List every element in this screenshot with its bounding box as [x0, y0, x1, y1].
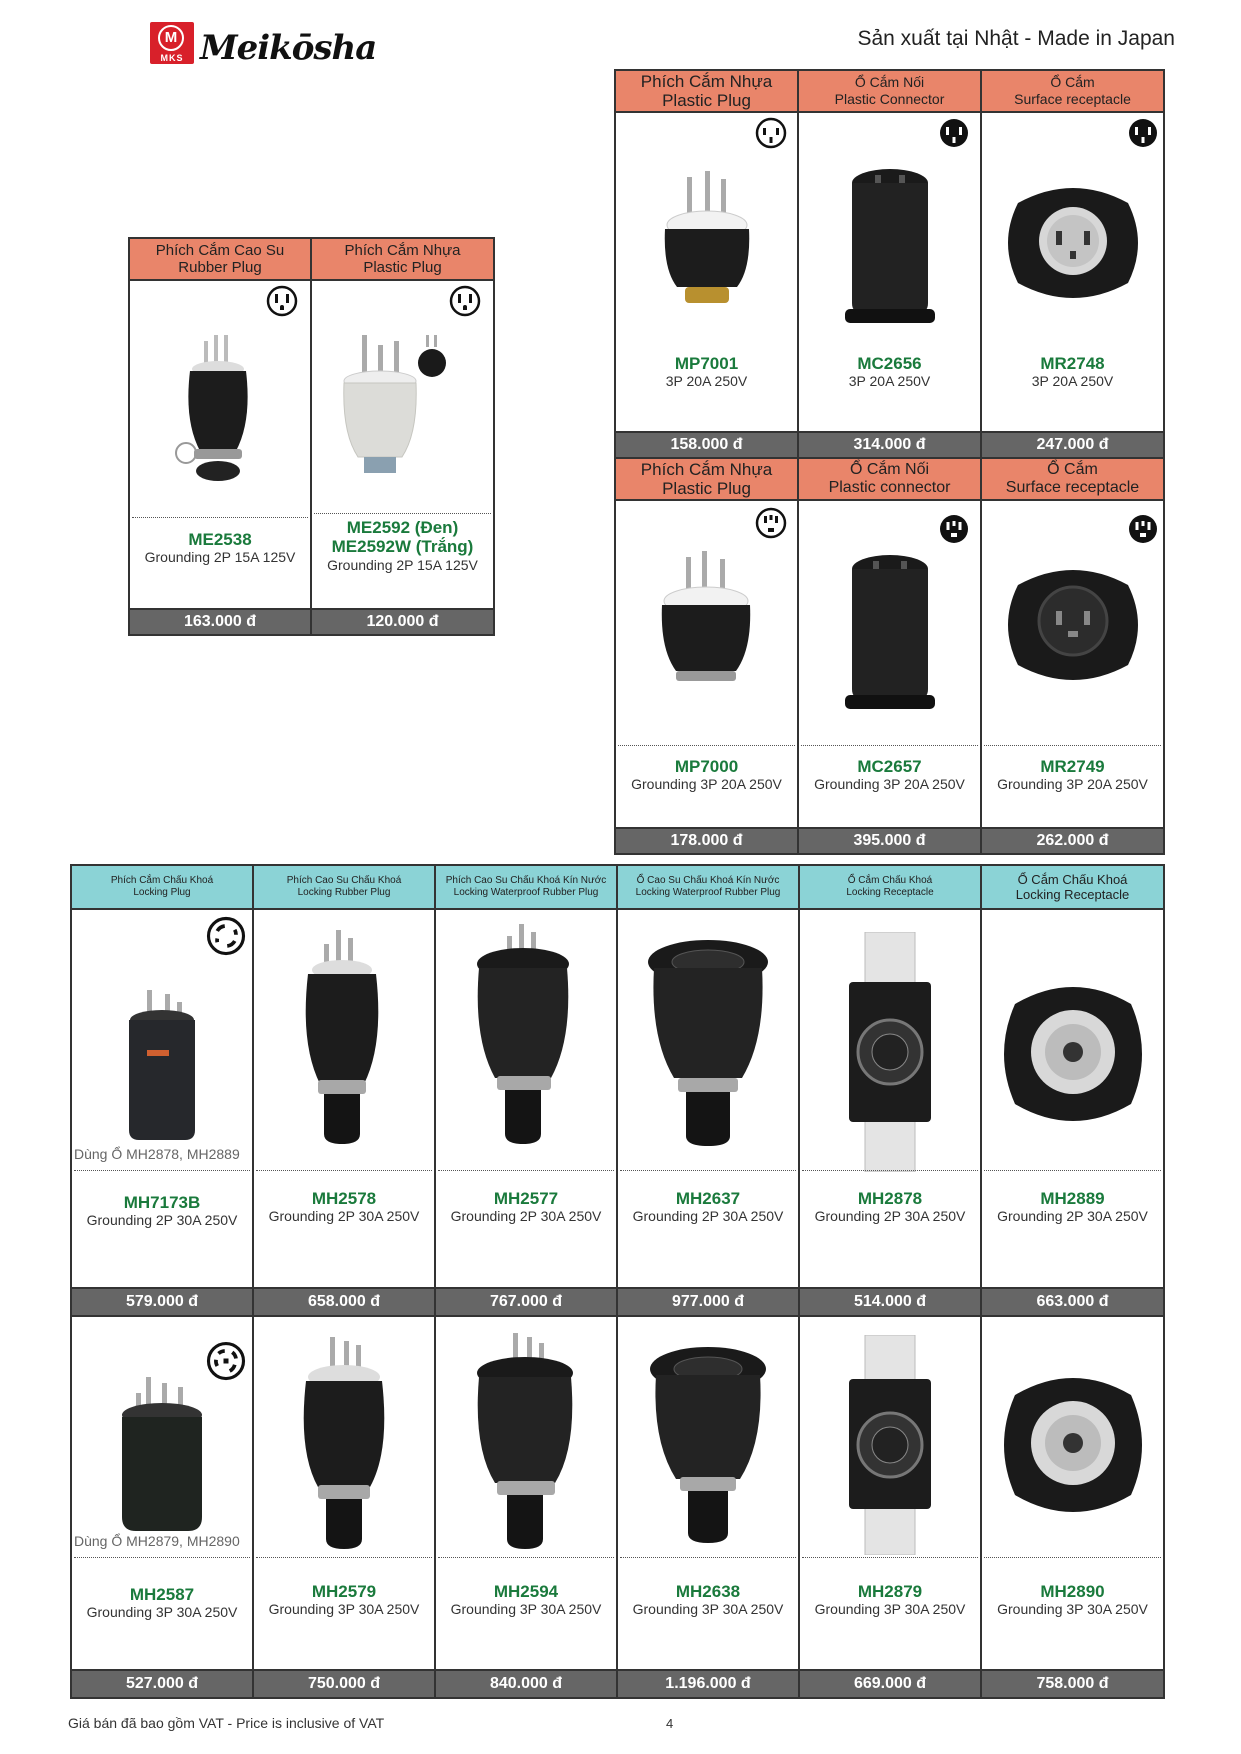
- product-code: MH2890: [1040, 1582, 1105, 1601]
- header-vi: Ổ Cắm: [1047, 461, 1098, 478]
- header-en: Locking Waterproof Rubber Plug: [453, 887, 599, 898]
- product-code: MH2579: [311, 1582, 377, 1601]
- outlet-2p-ground-icon: [449, 285, 481, 317]
- price-mh2889: 663.000 đ: [981, 1288, 1164, 1316]
- locking-surface-receptacle-3p-image: [993, 1361, 1153, 1531]
- price-mh2637: 977.000 đ: [617, 1288, 799, 1316]
- product-spec: 3P 20A 250V: [848, 373, 931, 389]
- locking-plug-table: [70, 864, 1165, 1699]
- header-locking-receptacle: [799, 865, 981, 909]
- locking-receptacle-image: [835, 932, 945, 1172]
- plastic-plug-image: [647, 167, 767, 327]
- locking-rubber-plug-3p-image: [284, 1337, 404, 1557]
- outlet-2p-ground-icon: [266, 285, 298, 317]
- product-spec: Grounding 3P 30A 250V: [814, 1601, 966, 1617]
- product-cell-mp7001: [615, 112, 798, 432]
- product-cell-mh2579: [253, 1316, 435, 1670]
- header-en: Surface receptacle: [1005, 479, 1140, 496]
- price-mr2748: 247.000 đ: [981, 432, 1164, 458]
- locking-waterproof-connector-3p-image: [638, 1335, 778, 1561]
- plastic-connector-image: [835, 163, 945, 343]
- header-surface-receptacle: [981, 458, 1164, 500]
- header-en: Locking Plug: [133, 887, 191, 898]
- logo-mark-sub: MKS: [160, 53, 184, 63]
- header-en: Locking Receptacle: [846, 887, 934, 898]
- product-spec: Grounding 2P 15A 125V: [327, 557, 478, 573]
- product-code: MC2657: [857, 757, 922, 776]
- header-en: Locking Rubber Plug: [297, 887, 391, 898]
- header-plastic-plug: [311, 238, 494, 280]
- price-mc2656: 314.000 đ: [798, 432, 981, 458]
- product-code: MH2587: [129, 1585, 195, 1604]
- product-cell-mh2890: [981, 1316, 1164, 1670]
- product-spec: Grounding 3P 20A 250V: [631, 776, 782, 792]
- price-mh2638: 1.196.000 đ: [617, 1670, 799, 1698]
- vat-note: Giá bán đã bao gồm VAT - Price is inclusive of VAT: [68, 1715, 385, 1731]
- header-en: Plastic Plug: [662, 479, 751, 498]
- locking-waterproof-connector-image: [638, 928, 778, 1168]
- product-spec: Grounding 2P 30A 250V: [632, 1208, 784, 1224]
- price-mh2579: 750.000 đ: [253, 1670, 435, 1698]
- locking-waterproof-plug-3p-image: [461, 1333, 591, 1559]
- plastic-plug-connector-table: [614, 69, 1165, 855]
- header-locking-waterproof-connector: [617, 865, 799, 909]
- compat-note: Dùng Ổ MH2879, MH2890: [74, 1533, 240, 1549]
- header-vi: Ổ Cắm: [1050, 74, 1095, 90]
- header-rubber-plug: [129, 238, 311, 280]
- plastic-plug-ground-image: [642, 551, 772, 701]
- outlet-3p-icon: [755, 117, 787, 149]
- header-vi: Phích Cắm Nhựa: [640, 72, 773, 91]
- header-en: Plastic Connector: [834, 91, 945, 107]
- outlet-3p-icon: [1127, 117, 1159, 149]
- plastic-plug-white-image: [318, 325, 458, 505]
- product-spec: Grounding 2P 30A 250V: [450, 1208, 602, 1224]
- product-cell-mh2578: [253, 909, 435, 1288]
- compat-note: Dùng Ổ MH2878, MH2889: [74, 1146, 240, 1162]
- product-spec: Grounding 3P 20A 250V: [814, 776, 965, 792]
- product-code: MH2577: [493, 1189, 559, 1208]
- product-code: MP7001: [674, 354, 739, 373]
- locking-2p-icon: [206, 916, 246, 956]
- price-mp7001: 158.000 đ: [615, 432, 798, 458]
- header-vi: Ổ Cắm Nối: [849, 461, 930, 478]
- brand-logo-mark: [150, 22, 194, 64]
- locking-row-3p: [71, 1316, 1164, 1670]
- product-spec: Grounding 3P 30A 250V: [997, 1601, 1148, 1617]
- product-code: MH2594: [493, 1582, 559, 1601]
- product-code-alt: ME2592W (Trắng): [331, 537, 474, 556]
- product-spec: Grounding 2P 30A 250V: [86, 1212, 238, 1228]
- header-locking-waterproof-plug: [435, 865, 617, 909]
- price-mh2594: 840.000 đ: [435, 1670, 617, 1698]
- product-cell-mh2889: [981, 909, 1164, 1288]
- price-mh2878: 514.000 đ: [799, 1288, 981, 1316]
- locking-3p-icon: [206, 1341, 246, 1381]
- product-spec: Grounding 3P 30A 250V: [450, 1601, 602, 1617]
- product-code: MC2656: [857, 354, 922, 373]
- product-cell-mh2878: [799, 909, 981, 1288]
- product-cell-mh2587: [71, 1316, 253, 1670]
- product-code: MR2748: [1040, 354, 1105, 373]
- product-code: MH7173B: [123, 1193, 201, 1212]
- rubber-plug-image: [160, 331, 280, 501]
- product-cell-mh2577: [435, 909, 617, 1288]
- price-mh7173b: 579.000 đ: [71, 1288, 253, 1316]
- made-in-japan: Sản xuất tại Nhật - Made in Japan: [857, 27, 1175, 50]
- plastic-connector-ground-image: [835, 549, 945, 729]
- header-vi: Ổ Cắm Chấu Khoá: [1017, 872, 1128, 887]
- product-cell-mr2749: [981, 500, 1164, 828]
- product-cell-mc2656: [798, 112, 981, 432]
- price-mc2657: 395.000 đ: [798, 828, 981, 854]
- product-cell-mh7173b: [71, 909, 253, 1288]
- header-surface-receptacle: [981, 70, 1164, 112]
- header-vi: Phích Cao Su Chấu Khoá: [286, 875, 402, 886]
- product-spec: 3P 20A 250V: [1031, 373, 1114, 389]
- header-en: Rubber Plug: [178, 259, 262, 276]
- price-mp7000: 178.000 đ: [615, 828, 798, 854]
- product-cell-mh2879: [799, 1316, 981, 1670]
- header-vi: Ổ Cao Su Chấu Khoá Kín Nước: [636, 875, 780, 886]
- header-plastic-plug: [615, 458, 798, 500]
- product-code: ME2592 (Đen): [346, 518, 459, 537]
- header-en: Locking Waterproof Rubber Plug: [635, 887, 781, 898]
- header-vi: Phích Cắm Nhựa: [640, 460, 773, 479]
- locking-row-2p: [71, 909, 1164, 1288]
- locking-receptacle-3p-image: [835, 1335, 945, 1555]
- header-locking-receptacle-surface: [981, 865, 1164, 909]
- price-mh2879: 669.000 đ: [799, 1670, 981, 1698]
- surface-receptacle-image: [998, 173, 1148, 313]
- product-cell-me2538: [129, 280, 311, 609]
- product-spec: Grounding 2P 15A 125V: [144, 549, 296, 565]
- product-cell-mr2748: [981, 112, 1164, 432]
- product-cell-me2592: [311, 280, 494, 609]
- header-vi: Ổ Cắm Nối: [854, 74, 925, 90]
- product-code: MH2878: [857, 1189, 923, 1208]
- price-mh2577: 767.000 đ: [435, 1288, 617, 1316]
- product-code: MH2879: [857, 1582, 923, 1601]
- product-spec: Grounding 2P 30A 250V: [268, 1208, 420, 1224]
- product-code: MP7000: [674, 757, 739, 776]
- price-mr2749: 262.000 đ: [981, 828, 1164, 854]
- price-mh2587: 527.000 đ: [71, 1670, 253, 1698]
- header-vi: Phích Cắm Chấu Khoá: [110, 875, 214, 886]
- product-cell-mc2657: [798, 500, 981, 828]
- header-plastic-connector: [798, 458, 981, 500]
- price-me2538: 163.000 đ: [129, 609, 311, 635]
- locking-waterproof-plug-image: [461, 924, 591, 1164]
- header-en: Locking Receptacle: [1015, 887, 1130, 902]
- product-spec: Grounding 3P 30A 250V: [268, 1601, 420, 1617]
- product-spec: Grounding 2P 30A 250V: [814, 1208, 966, 1224]
- product-spec: Grounding 3P 30A 250V: [632, 1601, 784, 1617]
- locking-rubber-plug-image: [284, 930, 404, 1160]
- header-en: Plastic Plug: [363, 259, 442, 276]
- product-spec: Grounding 3P 20A 250V: [997, 776, 1148, 792]
- product-code: ME2538: [188, 530, 252, 549]
- price-me2592: 120.000 đ: [311, 609, 494, 635]
- header-en: Plastic Plug: [662, 91, 751, 110]
- product-cell-mh2594: [435, 1316, 617, 1670]
- product-spec: Grounding 3P 30A 250V: [86, 1604, 238, 1620]
- locking-plug-3p-image: [102, 1377, 222, 1547]
- locking-surface-receptacle-image: [993, 970, 1153, 1140]
- rubber-plastic-plug-table: [128, 237, 495, 636]
- header-vi: Phích Cắm Cao Su: [155, 242, 285, 259]
- product-code: MH2889: [1040, 1189, 1105, 1208]
- outlet-3p-ground-icon: [1127, 513, 1159, 545]
- header-vi: Phích Cao Su Chấu Khoá Kín Nước: [445, 875, 607, 886]
- outlet-3p-ground-icon: [755, 507, 787, 539]
- product-code: MH2638: [675, 1582, 741, 1601]
- price-mh2578: 658.000 đ: [253, 1288, 435, 1316]
- logo-mark-letter: M: [158, 25, 184, 51]
- header-plastic-plug: [615, 70, 798, 112]
- header-en: Plastic connector: [828, 479, 951, 496]
- product-spec: Grounding 2P 30A 250V: [997, 1208, 1148, 1224]
- header-locking-rubber-plug: [253, 865, 435, 909]
- product-cell-mp7000: [615, 500, 798, 828]
- brand-name: Meikōsha: [200, 28, 377, 68]
- header-vi: Ổ Cắm Chấu Khoá: [847, 875, 933, 886]
- product-cell-mh2638: [617, 1316, 799, 1670]
- surface-receptacle-ground-image: [998, 555, 1148, 695]
- product-spec: 3P 20A 250V: [665, 373, 748, 389]
- page-number: 4: [666, 1716, 674, 1731]
- outlet-3p-ground-icon: [938, 513, 970, 545]
- header-vi: Phích Cắm Nhựa: [344, 242, 461, 259]
- outlet-3p-icon: [938, 117, 970, 149]
- product-code: MH2578: [311, 1189, 377, 1208]
- header-en: Surface receptacle: [1014, 91, 1131, 107]
- product-code: MR2749: [1040, 757, 1105, 776]
- header-plastic-connector: [798, 70, 981, 112]
- locking-plug-image: [107, 990, 217, 1150]
- header-locking-plug: [71, 865, 253, 909]
- product-code: MH2637: [675, 1189, 741, 1208]
- price-mh2890: 758.000 đ: [981, 1670, 1164, 1698]
- product-cell-mh2637: [617, 909, 799, 1288]
